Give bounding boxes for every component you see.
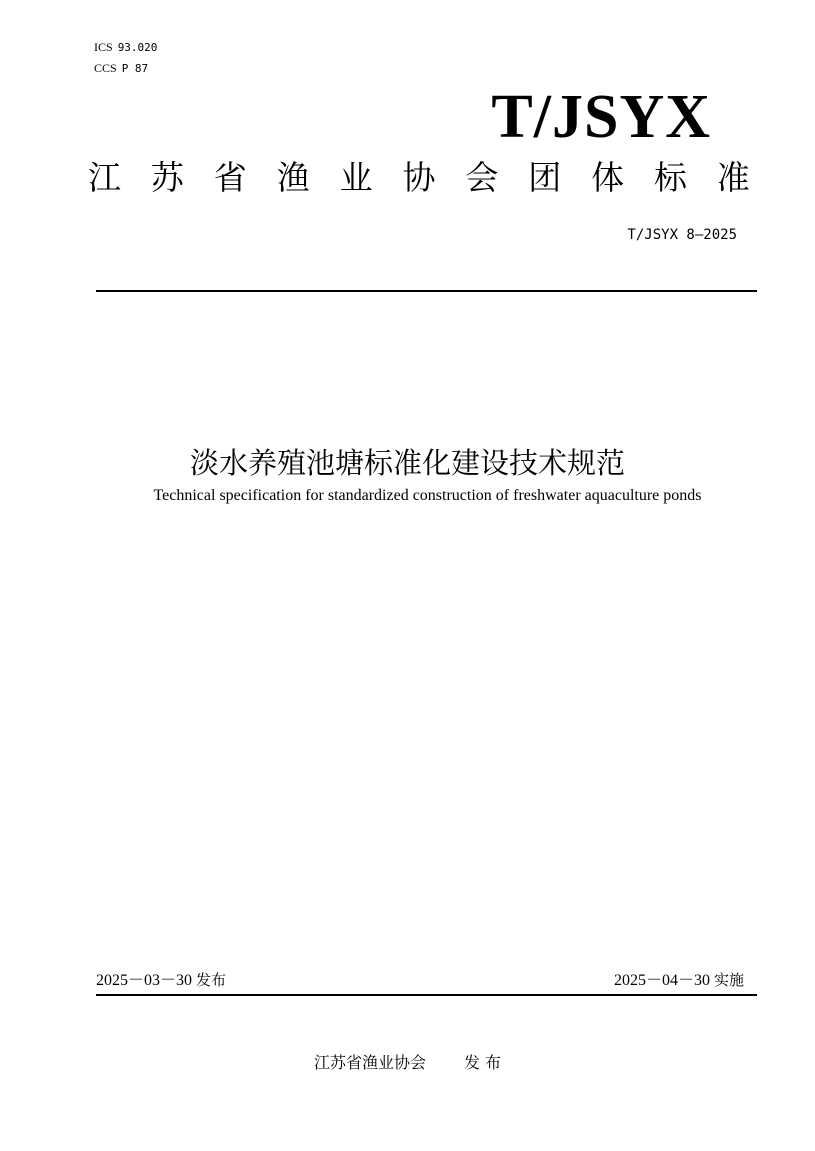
- document-title-chinese: 淡水养殖池塘标准化建设技术规范: [189, 446, 625, 480]
- ccs-classification: [94, 61, 148, 76]
- implement-label: 实施: [713, 971, 744, 989]
- ics-classification: [94, 40, 157, 55]
- ccs-code: P 87: [121, 62, 149, 75]
- document-title-english: Technical specification for standardized construction of freshwater aquaculture ponds: [153, 487, 702, 504]
- ics-code: 93.020: [117, 41, 158, 54]
- footer-divider: [96, 994, 757, 996]
- banner-char: 标: [654, 158, 688, 197]
- publisher-label: 发 布: [463, 1053, 502, 1072]
- ics-label: ICS: [94, 40, 113, 54]
- ccs-label: CCS: [94, 61, 117, 75]
- publish-date-value: 2025－03－30: [96, 972, 193, 989]
- header-divider: [96, 290, 757, 292]
- banner-char: 江: [88, 158, 121, 197]
- implement-date-value: 2025－04－30: [613, 972, 710, 989]
- publisher-name: 江苏省渔业协会: [313, 1053, 426, 1072]
- publisher-line: [0, 1053, 815, 1073]
- banner-char: 团: [528, 158, 562, 197]
- publish-date: [96, 970, 226, 991]
- standard-mark: T/JSYX: [491, 83, 711, 151]
- banner-char: 渔: [276, 158, 310, 197]
- implement-date: [614, 970, 744, 991]
- banner-char: 体: [591, 158, 625, 197]
- banner-char: 会: [465, 158, 499, 197]
- organization-banner: [88, 156, 750, 200]
- banner-char: 协: [402, 158, 436, 197]
- banner-char: 省: [213, 158, 247, 197]
- banner-char: 业: [339, 158, 373, 197]
- banner-char: 苏: [150, 158, 184, 197]
- standard-number: T/JSYX 8—2025: [627, 227, 737, 243]
- publish-label: 发布: [196, 971, 227, 989]
- banner-char: 准: [716, 158, 750, 197]
